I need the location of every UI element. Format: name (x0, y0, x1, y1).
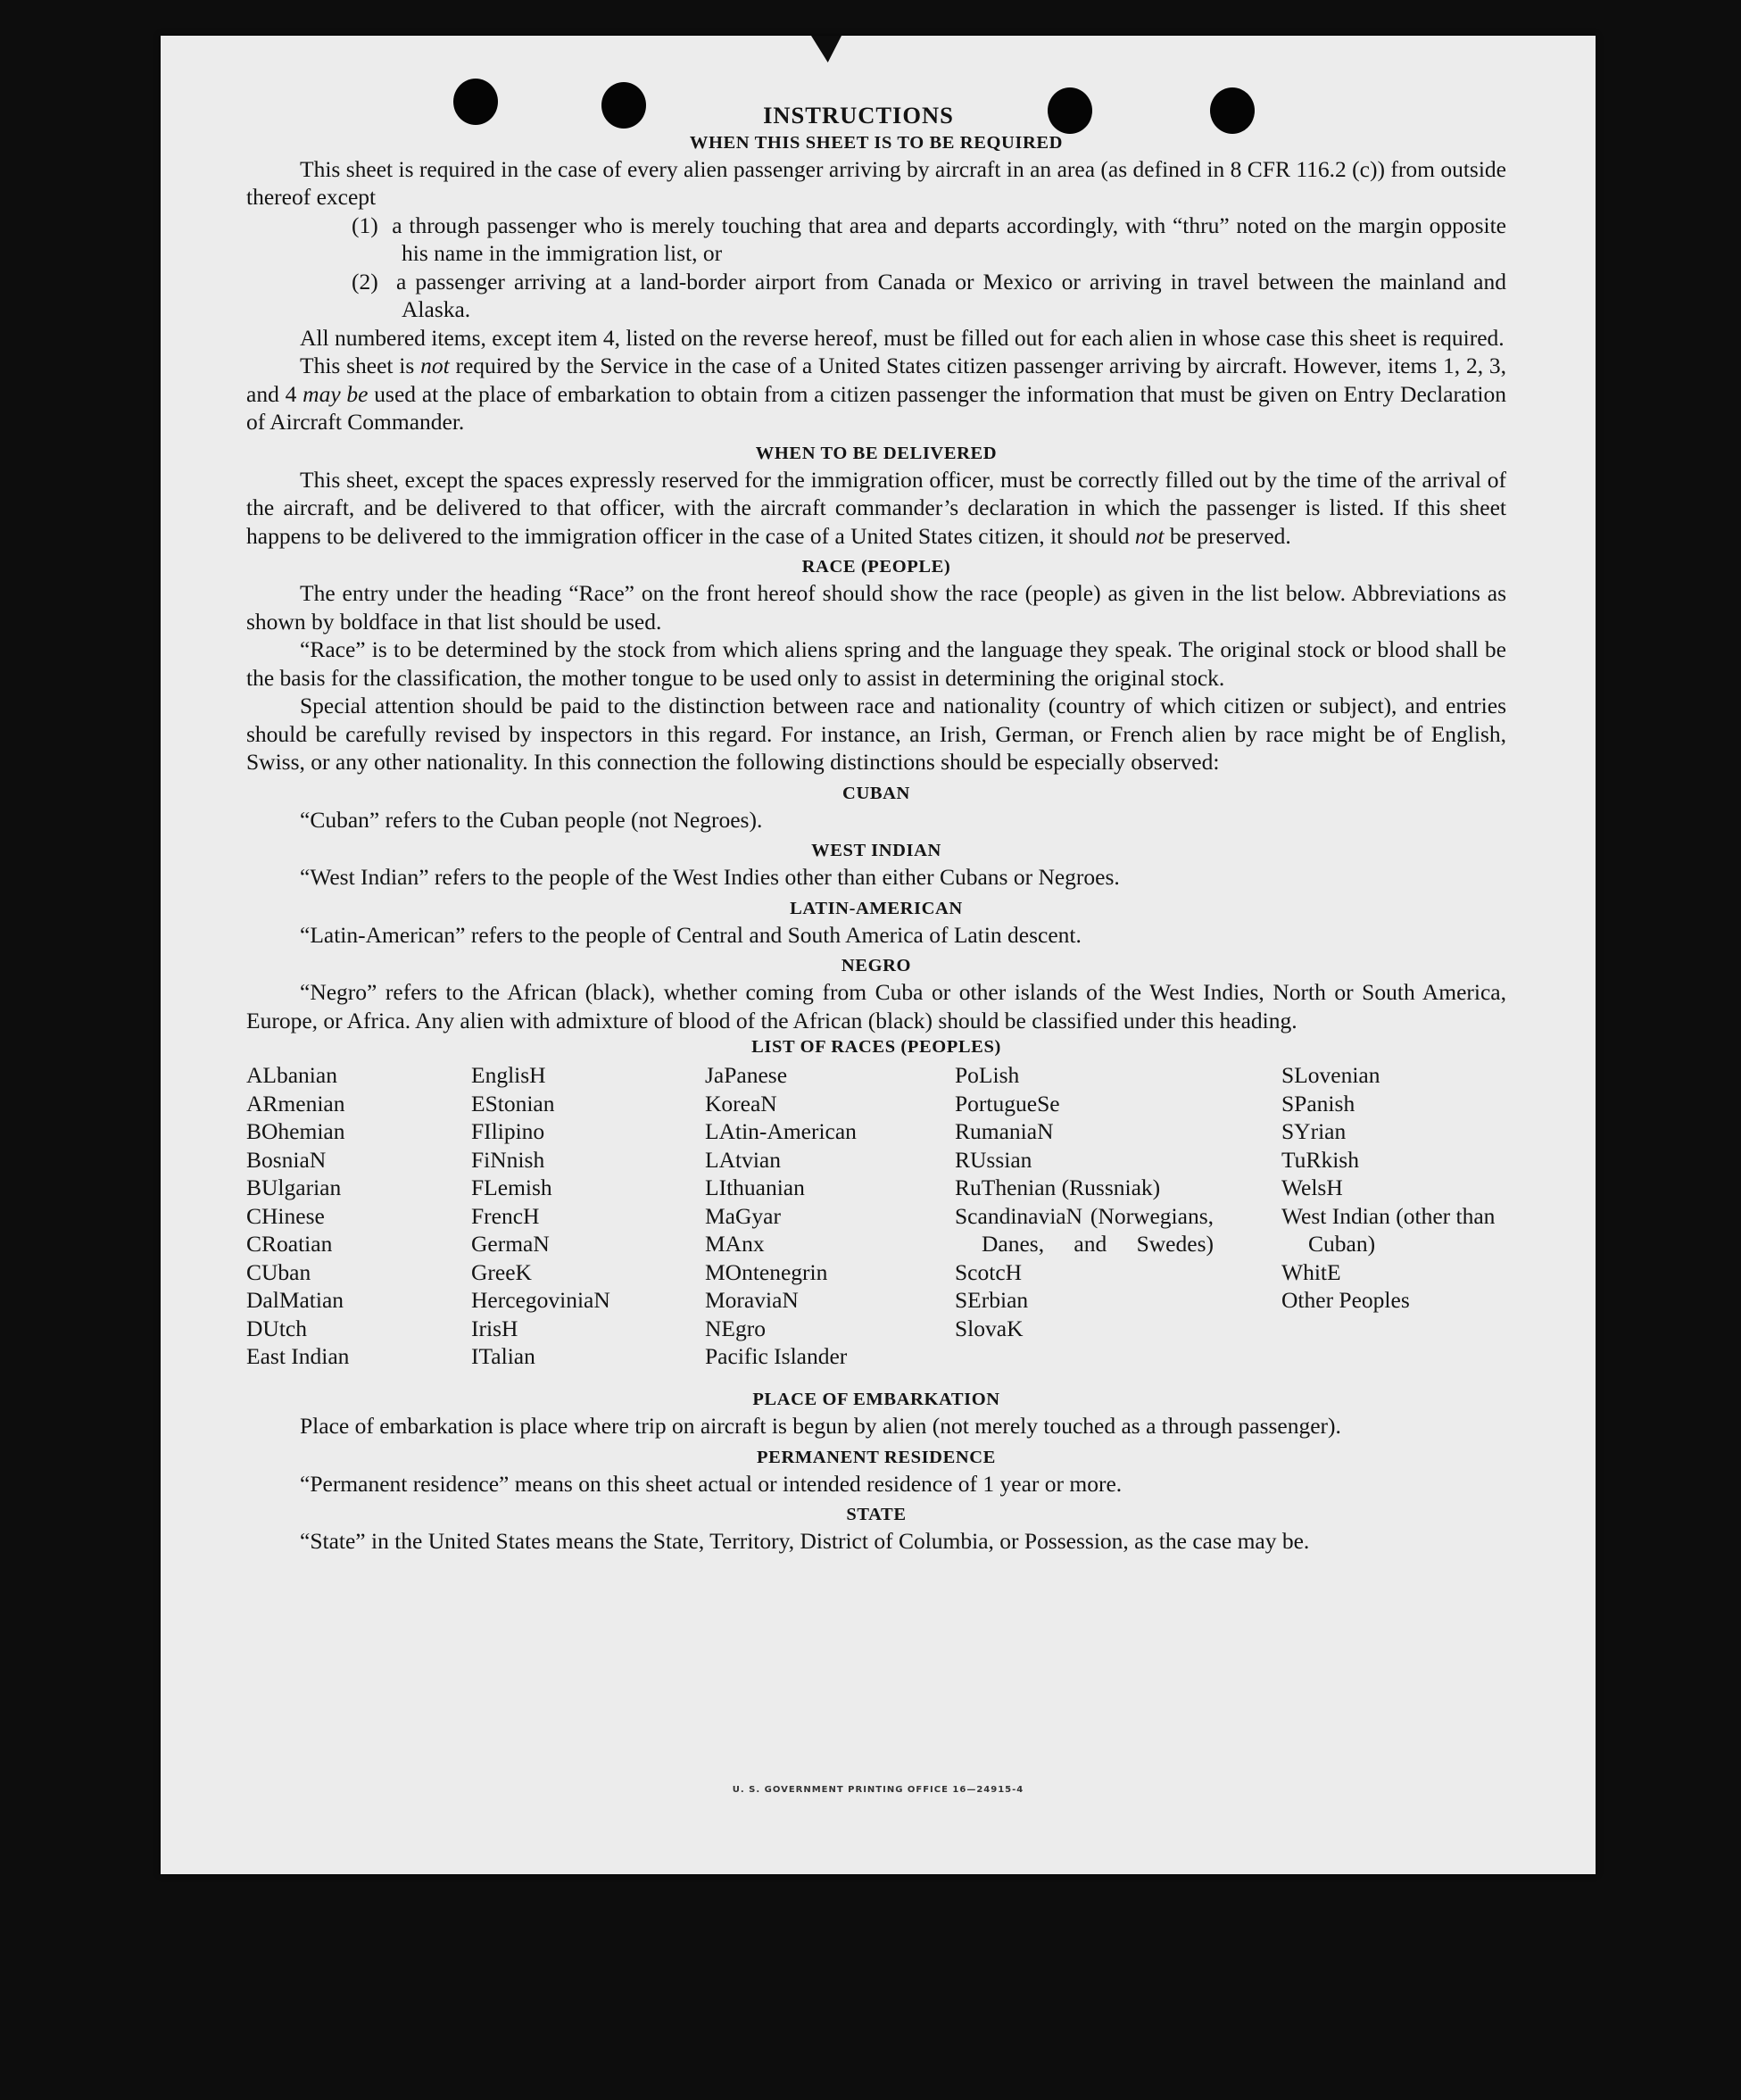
heading-state: STATE (846, 1505, 907, 1524)
race-entry: IrisH (471, 1315, 518, 1341)
heading-place-of-embarkation: PLACE OF EMBARKATION (752, 1390, 1000, 1409)
paragraph: Place of embarkation is place where trip on aircraft is begun by alien (not merely touched as a through passenger). (300, 1413, 1341, 1439)
paragraph: The entry under the heading “Race” on the front hereof should show the race (people) as given in the list below. Abbreviations as shown by boldface in that list should be used. (246, 580, 1506, 635)
race-entry: FIlipino (471, 1118, 545, 1144)
race-entry: ARmenian (246, 1090, 345, 1116)
race-entry: FrencH (471, 1202, 540, 1229)
race-entry: BOhemian (246, 1118, 345, 1144)
race-entry: ScandinaviaN (Norwegians, Danes, and Swedes) (955, 1202, 1214, 1257)
document-sheet (161, 36, 1596, 1874)
heading-negro: NEGRO (841, 956, 912, 975)
paragraph: “Negro” refers to the African (black), whether coming from Cuba or other islands of the West Indies, North or South America, Europe, or Africa. Any alien with admixture of blood of the African (black) should be classified under this heading. (246, 979, 1506, 1033)
heading-when-required: WHEN THIS SHEET IS TO BE REQUIRED (689, 132, 1064, 153)
paragraph: “West Indian” refers to the people of the West Indies other than either Cubans or Negroes. (300, 864, 1120, 890)
race-entry: GermaN (471, 1231, 550, 1257)
heading-cuban: CUBAN (842, 783, 910, 803)
race-entry: East Indian (246, 1343, 350, 1369)
race-entry: BosniaN (246, 1146, 327, 1173)
race-entry: MoraviaN (705, 1287, 799, 1313)
paragraph: “State” in the United States means the State, Territory, District of Columbia, or Possession, as the case may be. (300, 1528, 1310, 1554)
paragraph: “Permanent residence” means on this sheet actual or intended residence of 1 year or more. (300, 1470, 1123, 1497)
race-entry: Pacific Islander (705, 1343, 848, 1369)
race-entry: MOntenegrin (705, 1258, 828, 1285)
document-body (246, 102, 1506, 1556)
race-entry: BUlgarian (246, 1175, 342, 1200)
races-column (246, 1061, 349, 1371)
staple-notch (811, 36, 841, 62)
race-entry: Other Peoples (1281, 1287, 1410, 1313)
race-entry: CRoatian (246, 1231, 333, 1257)
races-column (471, 1061, 610, 1371)
race-entry: HercegoviniaN (471, 1287, 610, 1313)
race-entry: ALbanian (246, 1062, 337, 1088)
race-entry: WhitE (1281, 1258, 1341, 1285)
list-item: (1) a through passenger who is merely touching that area and departs accordingly, with “thru” noted on the margin opposite his name in the immigration list, or (352, 212, 1506, 266)
races-column (705, 1061, 857, 1371)
race-entry: CHinese (246, 1202, 325, 1229)
race-entry: WelsH (1281, 1175, 1343, 1200)
race-entry: RumaniaN (955, 1118, 1054, 1144)
races-table (246, 1061, 1506, 1382)
race-entry: SPanish (1281, 1090, 1355, 1116)
race-entry: West Indian (other than Cuban) (1281, 1202, 1496, 1257)
race-entry: EnglisH (471, 1062, 546, 1088)
race-entry: SlovaK (955, 1315, 1024, 1341)
race-entry: CUban (246, 1258, 311, 1285)
heading-list-of-races: LIST OF RACES (PEOPLES) (751, 1037, 1001, 1057)
race-entry: EStonian (471, 1090, 555, 1116)
heading-race: RACE (PEOPLE) (801, 557, 951, 577)
race-entry: TuRkish (1281, 1146, 1359, 1173)
race-entry: NEgro (705, 1315, 766, 1341)
races-column (955, 1061, 1214, 1342)
heading-permanent-residence: PERMANENT RESIDENCE (757, 1447, 996, 1467)
printer-imprint: U. S. GOVERNMENT PRINTING OFFICE 16—24915-4 (732, 1785, 1024, 1795)
paragraph: All numbered items, except item 4, listed on the reverse hereof, must be filled out for each alien in whose case this sheet is required. (300, 324, 1505, 351)
race-entry: LIthuanian (705, 1175, 805, 1200)
heading-when-delivered: WHEN TO BE DELIVERED (755, 443, 998, 463)
paragraph: “Cuban” refers to the Cuban people (not Negroes). (300, 806, 763, 833)
paragraph: This sheet is required in the case of every alien passenger arriving by aircraft in an area (as defined in 8 CFR 116.2 (c)) from outside thereof except (246, 155, 1506, 210)
paragraph: This sheet, except the spaces expressly reserved for the immigration officer, must be correctly filled out by the time of the arrival of the aircraft, and be delivered to that officer, with the aircraft commander’s declaration in which the passenger is listed. If this sheet happens to be delivered to the immigration officer in the case of a United States citizen, it should not be preserved. (246, 466, 1506, 549)
race-entry: JaPanese (705, 1062, 788, 1088)
race-entry: FLemish (471, 1175, 552, 1200)
race-entry: MAnx (705, 1231, 765, 1257)
race-entry: LAtvian (705, 1146, 781, 1173)
races-column (1281, 1061, 1513, 1315)
race-entry: ITalian (471, 1343, 535, 1369)
race-entry: SYrian (1281, 1118, 1347, 1144)
race-entry: SErbian (955, 1287, 1029, 1313)
race-entry: GreeK (471, 1258, 532, 1285)
race-entry: FiNnish (471, 1146, 545, 1173)
race-entry: KoreaN (705, 1090, 777, 1116)
race-entry: RuThenian (Russniak) (955, 1175, 1161, 1200)
list-item: (2) a passenger arriving at a land-border airport from Canada or Mexico or arriving in travel between the mainland and Alaska. (352, 268, 1506, 322)
document-title: INSTRUCTIONS (763, 102, 954, 129)
race-entry: PortugueSe (955, 1090, 1060, 1116)
paragraph: This sheet is not required by the Service in the case of a United States citizen passenger arriving by aircraft. However, items 1, 2, 3, and 4 may be used at the place of embarkation to obtain from a citizen passenger the information that must be given on Entry Declaration of Aircraft Commander. (246, 353, 1506, 435)
race-entry: DalMatian (246, 1287, 344, 1313)
race-entry: DUtch (246, 1315, 307, 1341)
paragraph: “Race” is to be determined by the stock from which aliens spring and the language they speak. The original stock or blood shall be the basis for the classification, the mother tongue to be used only to assist in determining the original stock. (246, 636, 1506, 691)
race-entry: SLovenian (1281, 1062, 1380, 1088)
paragraph: “Latin-American” refers to the people of Central and South America of Latin descent. (300, 921, 1082, 948)
paragraph: Special attention should be paid to the distinction between race and nationality (country of which citizen or subject), and entries should be carefully revised by inspectors in this regard. For instance, an Irish, German, or French alien by race might be of English, Swiss, or any other nationality. In this connection the following distinctions should be especially observed: (246, 693, 1506, 775)
heading-latin-american: LATIN-AMERICAN (790, 898, 963, 918)
race-entry: PoLish (955, 1062, 1020, 1088)
race-entry: RUssian (955, 1146, 1032, 1173)
race-entry: LAtin-American (705, 1118, 857, 1144)
race-entry: ScotcH (955, 1258, 1023, 1285)
heading-west-indian: WEST INDIAN (811, 841, 941, 860)
race-entry: MaGyar (705, 1202, 781, 1229)
